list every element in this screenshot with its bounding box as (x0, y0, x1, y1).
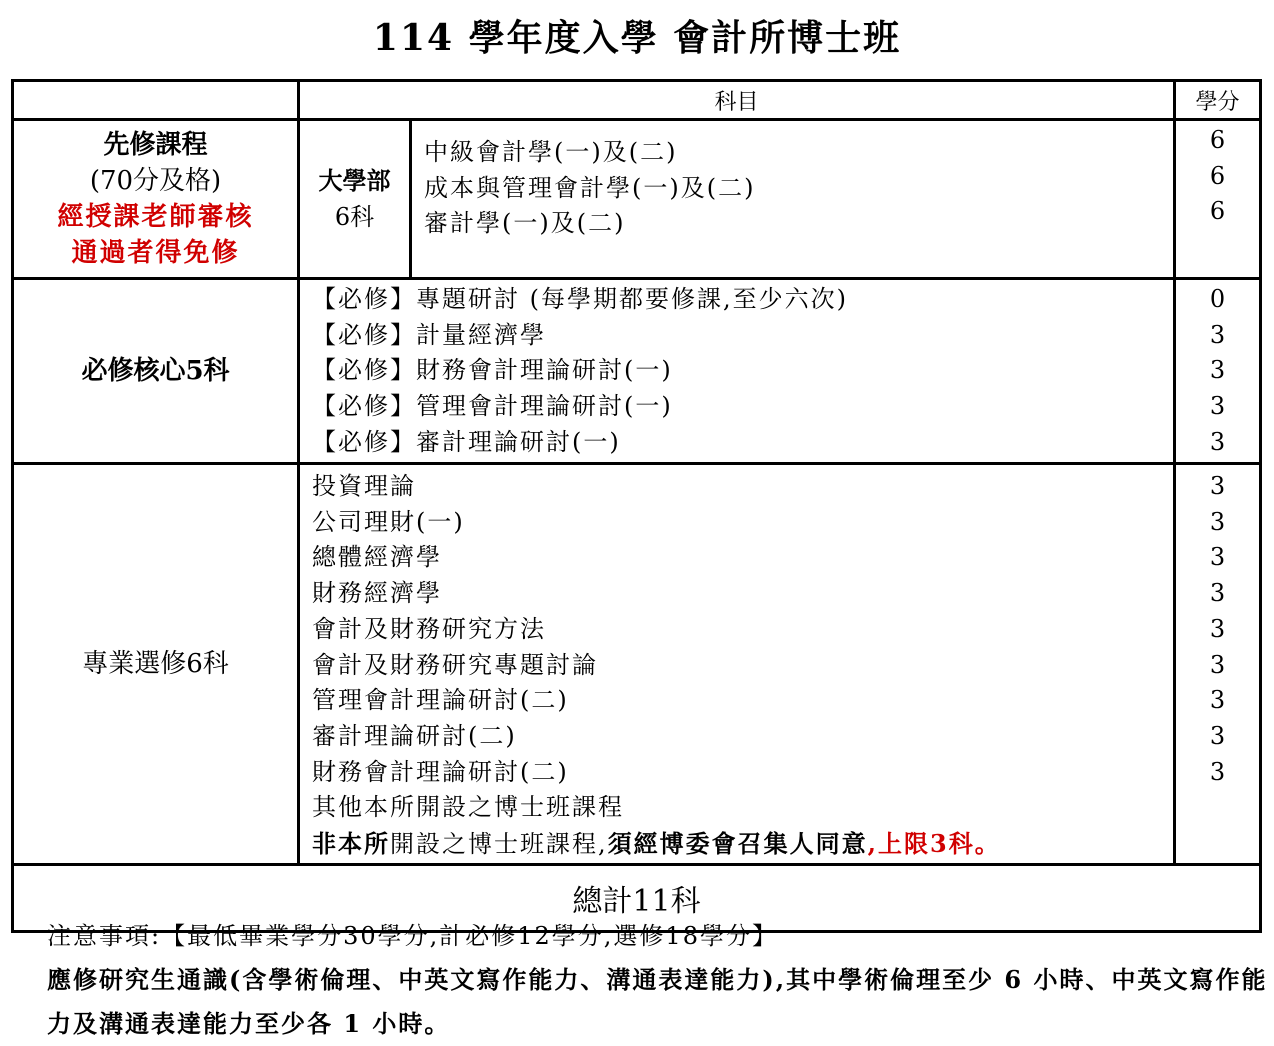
prerequisite-row (13, 120, 1261, 279)
elective-category (13, 464, 299, 865)
course-credits: 3 (1209, 686, 1226, 715)
course-credits: 3 (1209, 507, 1226, 536)
course-name: 公司理財(一) (312, 507, 465, 536)
course-name: 審計理論研討(二) (312, 721, 517, 750)
course-name: 審計學(一)及(二) (424, 209, 626, 238)
external-course-rule-part: 須經博委會召集人同意 (607, 829, 868, 859)
external-course-rule-part: 非本所 (312, 829, 390, 859)
course-credits: 3 (1209, 392, 1226, 421)
core-row (13, 279, 1261, 464)
course-name: 【必修】計量經濟學 (312, 320, 546, 349)
external-course-limit: ,上限3科。 (867, 829, 1001, 859)
external-course-rule (312, 826, 1173, 863)
core-credit-list (1175, 279, 1261, 464)
page-title: 114 學年度入學 會計所博士班 (372, 17, 902, 59)
header-subject: 科目 (299, 81, 1175, 120)
core-category (13, 279, 299, 464)
header-credits: 學分 (1175, 81, 1261, 120)
course-credits: 3 (1209, 650, 1226, 679)
prerequisite-category (13, 120, 299, 279)
course-name: 總體經濟學 (312, 543, 442, 572)
course-name: 會計及財務研究方法 (312, 614, 546, 643)
course-credits: 6 (1209, 161, 1226, 190)
course-credits: 3 (1209, 579, 1226, 608)
elective-course-list (299, 464, 1175, 865)
prerequisite-course-list (411, 120, 1175, 279)
elective-credit-list (1175, 464, 1261, 865)
course-name: 【必修】財務會計理論研討(一) (312, 356, 673, 385)
course-credits: 3 (1209, 543, 1226, 572)
notes-requirement: 注意事項:【最低畢業學分30學分,計必修12學分,選修18學分】 (47, 922, 778, 950)
course-credits: 3 (1209, 757, 1226, 786)
course-credits: 6 (1209, 126, 1226, 154)
course-credits: 3 (1209, 320, 1226, 349)
course-credits: 3 (1209, 427, 1226, 456)
prerequisite-label: 先修課程 (103, 130, 208, 160)
course-name: 【必修】管理會計理論研討(一) (312, 392, 673, 421)
course-name: 【必修】專題研討 (每學期都要修課,至少六次) (312, 285, 848, 313)
course-name: 投資理論 (312, 472, 416, 500)
prerequisite-dept-label: 大學部 (318, 166, 391, 195)
course-credits: 6 (1209, 197, 1226, 226)
course-credits: 3 (1209, 472, 1226, 500)
course-name: 中級會計學(一)及(二) (424, 138, 678, 166)
core-label: 必修核心5科 (81, 356, 230, 386)
prerequisite-waiver-line: 通過者得免修 (71, 238, 240, 268)
header-category-cell (13, 81, 299, 120)
course-credits: 3 (1209, 614, 1226, 643)
course-name: 成本與管理會計學(一)及(二) (424, 173, 756, 202)
prerequisite-dept-count: 6科 (334, 203, 375, 231)
core-course-list (299, 279, 1175, 464)
course-name: 會計及財務研究專題討論 (312, 650, 598, 679)
course-credits: 0 (1209, 285, 1226, 313)
elective-label: 專業選修6科 (82, 648, 229, 679)
prerequisite-dept (299, 120, 411, 279)
external-course-rule-part: 開設之博士班課程, (390, 830, 608, 859)
prerequisite-waiver-line: 經授課老師審核 (57, 202, 254, 232)
course-name: 財務經濟學 (312, 579, 442, 608)
course-credits: 3 (1209, 721, 1226, 750)
curriculum-table (11, 79, 1262, 933)
prerequisite-pass-note: (70分及格) (89, 166, 222, 196)
course-name: 【必修】審計理論研討(一) (312, 427, 621, 456)
total-cell: 總計11科 (13, 864, 1261, 931)
prerequisite-credit-list (1175, 120, 1261, 279)
table-header-row (13, 81, 1261, 120)
notes-general-education: 應修研究生通識(含學術倫理、中英文寫作能力、溝通表達能力),其中學術倫理至少 6 小時、中英文寫作能力及溝通表達能力至少各 1 小時。 (47, 965, 1268, 1038)
elective-row (13, 464, 1261, 865)
course-name: 財務會計理論研討(二) (312, 757, 569, 786)
course-name: 其他本所開設之博士班課程 (312, 793, 624, 822)
course-name: 管理會計理論研討(二) (312, 686, 569, 715)
course-credits: 3 (1209, 356, 1226, 385)
